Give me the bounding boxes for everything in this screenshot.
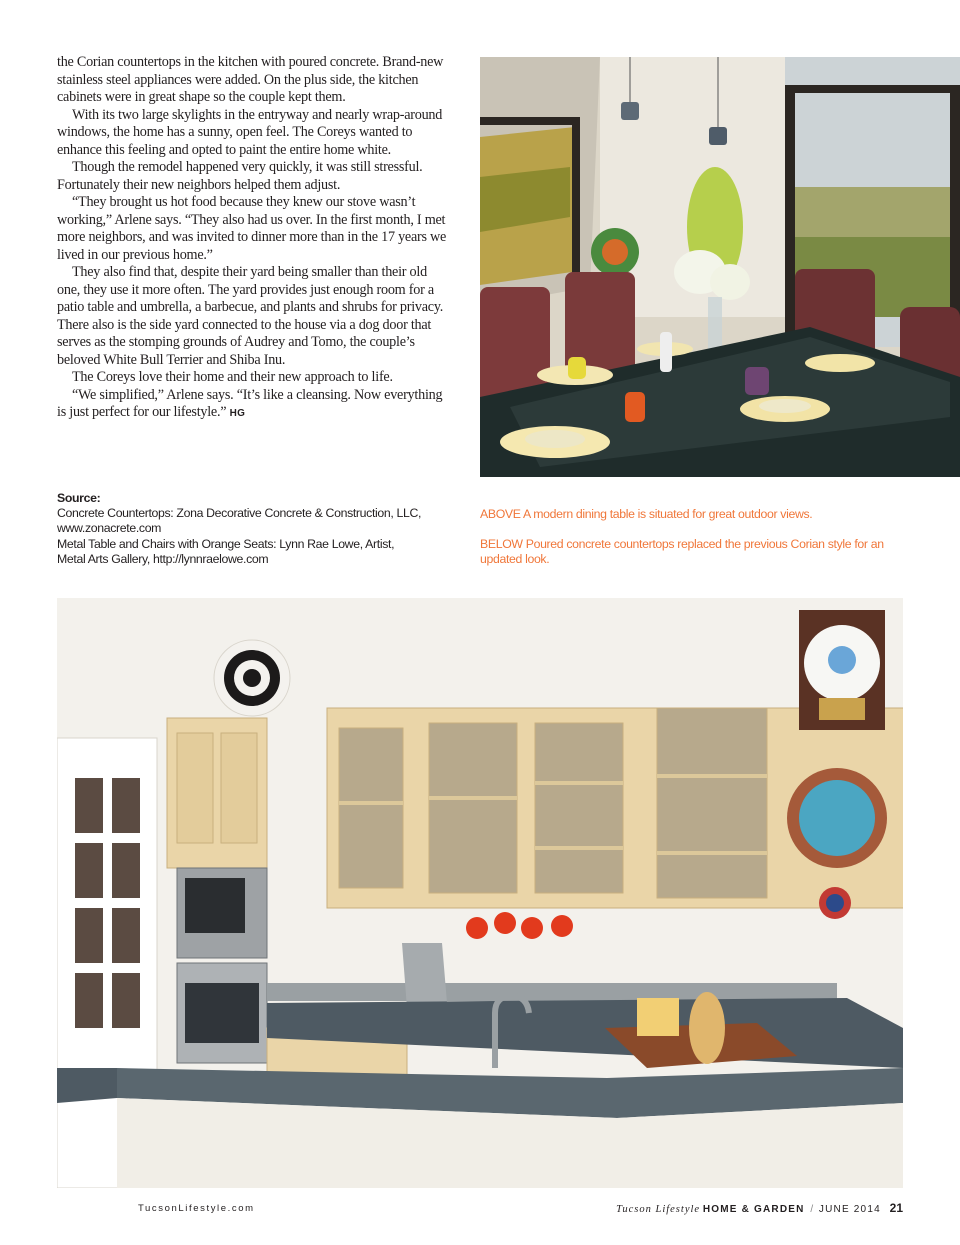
article-body <box>57 54 449 423</box>
article-paragraph: The Coreys love their home and their new approach to life. <box>72 369 393 385</box>
footer-website[interactable]: TucsonLifestyle.com <box>138 1203 255 1214</box>
source-title: Source: <box>57 491 101 505</box>
footer-magazine: Tucson Lifestyle <box>616 1204 701 1215</box>
article-paragraph: They also find that, despite their yard being smaller than their old one, they use it more often. The yard provides just enough room for a patio table and umbrella, a barbecue, and plants and shrubs for privacy. There also is the side yard connected to the house via a dog door that serves as the stomping grounds of Audrey and Tomo, the couple’s beloved White Bull Terrier and Shiba Inu. <box>57 264 444 368</box>
footer-separator: / <box>810 1204 814 1215</box>
article-paragraph-text: “We simplified,” Arlene says. “It’s like a cleansing. Now everything is just perfect for our lifestyle.” <box>57 386 443 420</box>
article-paragraph: Though the remodel happened very quickly, it was still stressful. Fortunately their new neighbors helped them adjust. <box>57 159 423 193</box>
article-paragraph-last <box>57 387 449 423</box>
footer-date: JUNE 2014 <box>818 1204 881 1215</box>
source-line: Concrete Countertops: Zona Decorative Concrete & Construction, LLC, <box>57 506 422 521</box>
caption-below: BELOW Poured concrete countertops replaced the previous Corian style for an updated look. <box>480 537 884 567</box>
dining-room-photo <box>480 57 960 477</box>
kitchen-photo <box>57 598 903 1188</box>
article-paragraph: the Corian countertops in the kitchen with poured concrete. Brand-new stainless steel appliances were added. On the plus side, the kitchen cabinets were in great shape so the couple kept them. <box>57 54 444 105</box>
source-link[interactable]: www.zonacrete.com <box>57 521 162 536</box>
caption-above: ABOVE A modern dining table is situated for great outdoor views. <box>480 507 813 521</box>
page-number: 21 <box>889 1201 903 1215</box>
article-paragraph: With its two large skylights in the entryway and nearly wrap-around windows, the home has a sunny, open feel. The Coreys wanted to enhance this feeling and opted to paint the entire home white. <box>57 106 443 158</box>
source-line: Metal Table and Chairs with Orange Seats: Lynn Rae Lowe, Artist, <box>57 536 395 551</box>
article-paragraph: “They brought us hot food because they knew our stove wasn’t working,” Arlene says. “They also had us over. In the first month, I met more neighbors, and was invited to dinner more than in the 17 years we lived in our previous home.” <box>57 194 447 263</box>
source-credits <box>57 491 457 567</box>
dining-room-illustration <box>480 57 960 477</box>
photo-captions <box>480 507 900 568</box>
footer-section: HOME & GARDEN <box>702 1204 805 1215</box>
source-line-link[interactable]: Metal Arts Gallery, http://lynnraelowe.com <box>57 551 269 566</box>
kitchen-illustration <box>57 598 903 1188</box>
footer-folio <box>616 1201 903 1215</box>
end-mark: HG <box>229 408 246 419</box>
